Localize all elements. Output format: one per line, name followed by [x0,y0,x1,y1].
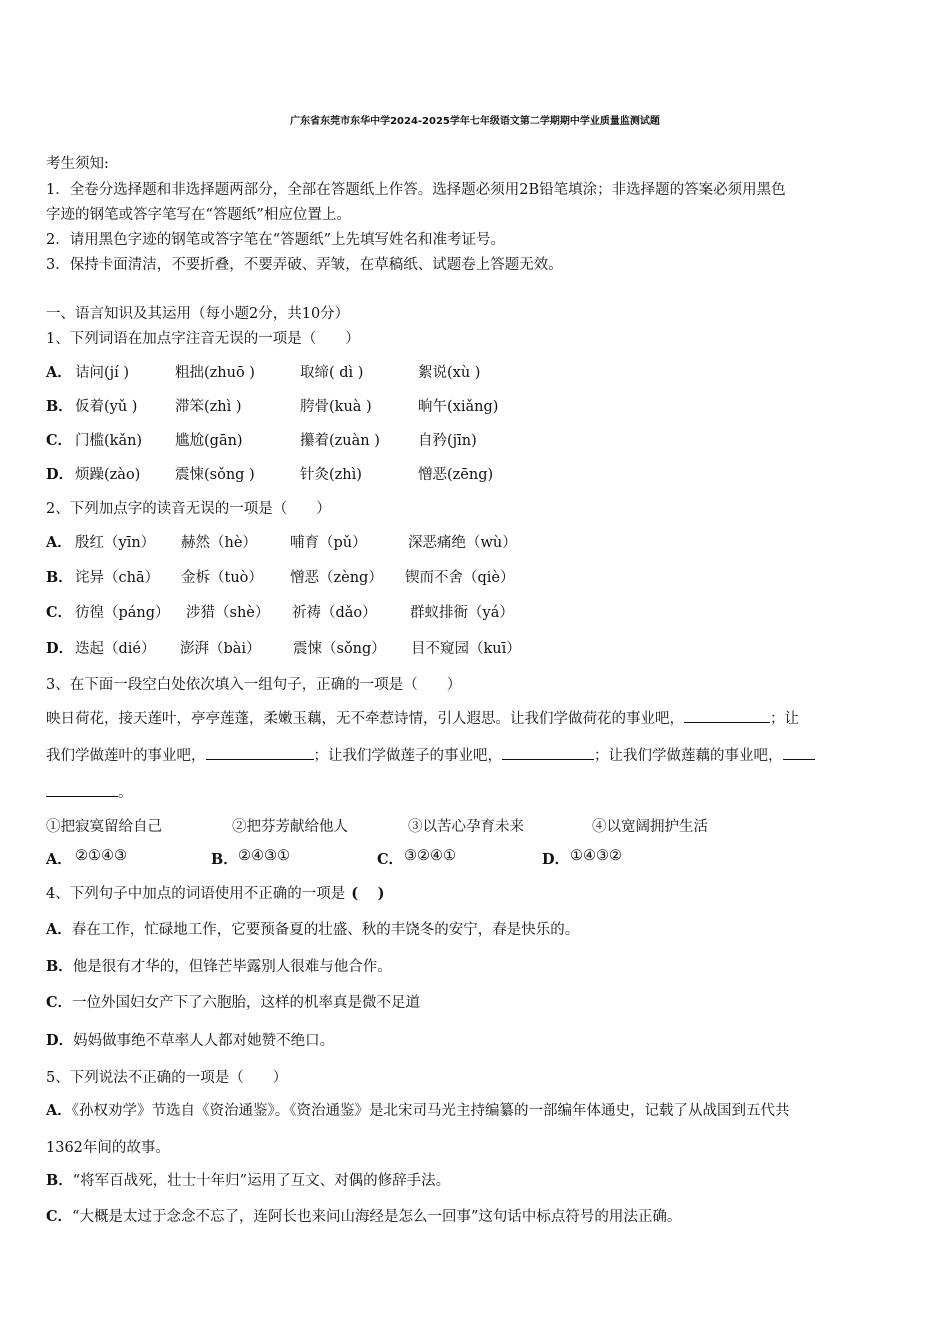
q3-blank-1 [684,708,770,723]
q1-c-item: 门槛(kǎn) [75,433,143,449]
q3-passage-line-3 [46,781,133,802]
q4-stem-line [46,882,385,903]
q1-b-item: 胯骨(kuà ) [300,399,372,415]
q3-option-a-label: A． [46,851,72,868]
q4-stem: 4、下列句子中加点的词语使用不正确的一项是 [46,886,346,902]
q3-passage-text: ；让 [770,711,799,727]
q3-option-b: ②④③① [238,848,290,864]
q2-b-item: 诧异（chā） [75,570,160,586]
q3-option-c: ③②④① [404,848,456,864]
q2-b-item: 锲而不舍（qiè） [405,570,515,586]
q1-a-item: 诘问(jí ) [75,365,130,381]
q1-b-item: 晌午(xiǎng) [418,399,499,415]
q3-passage-text: 我们学做莲叶的事业吧， [46,748,206,764]
q1-b-item: 仮着(yǔ ) [75,399,138,415]
q2-c-item: 群蚁排衙（yá） [410,605,514,621]
q3-passage-text: ；让我们学做莲子的事业吧， [313,748,502,764]
q2-c-item: 涉猎（shè） [186,605,270,621]
q4-option-c-label: C． [46,994,73,1011]
q3-blank-3 [502,745,594,760]
q4-option-d-text: 妈妈做事绝不草率人人都对她赞不绝口。 [73,1033,335,1049]
q1-a-item: 取缔( dì ) [300,365,364,381]
q4-option-b-text: 他是很有才华的，但锋芒毕露别人很难与他合作。 [72,959,392,975]
q5-option-b-label: B． [46,1172,73,1189]
q1-c-item: 攥着(zuàn ) [300,433,380,449]
q1-a-item: 絮说(xù ) [418,365,481,381]
q5-option-c-label: C． [46,1208,73,1225]
q5-option-a-cont: 1362年间的故事。 [46,1140,170,1156]
q1-d-item: 憎恶(zēng) [418,467,494,483]
q3-passage-text: 映日荷花，接天莲叶，亭亭莲蓬，柔嫩玉藕，无不牵惹诗情，引人遐思。让我们学做荷花的事业吧， [46,711,684,727]
q1-d-item: 烦躁(zào) [75,467,141,483]
q5-option-c [46,1205,681,1226]
q3-blank-4-cont [46,782,118,797]
q1-d-item: 震悚(sǒng ) [175,467,255,483]
q5-option-a-label: A． [46,1102,72,1119]
notice-heading: 考生须知: [46,156,109,172]
q1-c-item: 尴尬(gān) [175,433,243,449]
q2-a-item: 赫然（hè） [181,535,257,551]
q4-option-d-label: D． [46,1032,74,1049]
q2-d-item: 澎湃（bài） [180,641,261,657]
q2-c-item: 祈祷（dǎo） [292,605,377,621]
q2-d-item: 迭起（dié） [75,641,156,657]
q3-option-d-label: D． [542,851,570,868]
q2-d-label: D． [46,640,74,657]
q2-d-item: 震悚（sǒng） [293,641,386,657]
q1-c-label: C． [46,432,73,449]
q4-option-d [46,1029,334,1050]
q5-option-b [46,1169,450,1190]
q4-option-a-text: 春在工作，忙碌地工作，它要预备夏的壮盛、秋的丰饶冬的安宁，春是快乐的。 [71,922,580,938]
q3-option-b-label: B． [211,851,238,868]
q4-option-b [46,955,392,976]
q3-passage-text: ；让我们学做莲藕的事业吧， [594,748,783,764]
q3-blank-2 [206,745,314,760]
q2-a-item: 殷红（yīn） [75,535,156,551]
q1-a-item: 粗拙(zhuō ) [175,365,255,381]
q1-a-label: A． [46,364,72,381]
q2-a-item: 哺育（pǔ） [290,535,367,551]
q3-option-d: ①④③② [570,848,622,864]
q3-phrase: ③以苦心孕育未来 [408,819,524,835]
q1-d-item: 针灸(zhì) [300,467,362,483]
q3-blank-4 [783,745,815,760]
q5-option-b-text: “将军百战死，壮士十年归”运用了互文、对偶的修辞手法。 [72,1173,451,1189]
q2-d-item: 目不窥园（kuī） [411,641,521,657]
q3-option-a: ②①④③ [75,848,127,864]
q3-phrase: ④以宽阔拥护生活 [592,819,708,835]
page-title: 广东省东莞市东华中学2024-2025学年七年级语文第二学期期中学业质量监测试题 [290,116,660,127]
q2-stem: 2、下列加点字的读音无误的一项是（ ） [46,501,331,517]
q4-option-a [46,918,579,939]
q2-a-label: A． [46,534,72,551]
q5-option-a [46,1099,790,1120]
q4-option-b-label: B． [46,958,73,975]
q1-b-label: B． [46,398,73,415]
q4-option-c-text: 一位外国妇女产下了六胞胎，这样的机率真是微不足道 [72,995,421,1011]
q2-b-label: B． [46,569,73,586]
q2-c-item: 彷徨（páng） [75,605,170,621]
q3-phrase: ②把芬芳献给他人 [232,819,348,835]
q2-c-label: C． [46,604,73,621]
notice-item-1: 1．全卷分选择题和非选择题两部分，全部在答题纸上作答。选择题必须用2B铅笔填涂；非选择题的答案必须用黑色 [46,182,786,198]
q3-passage-text: 。 [118,785,133,801]
q5-option-a-text: 《孙权劝学》节选自《资治通鉴》。《资治通鉴》是北宋司马光主持编纂的一部编年体通史，记载了从战国到五代共 [71,1103,790,1119]
q4-answer-paren: ( ) [351,885,385,902]
q1-stem: 1、下列词语在加点字注音无误的一项是（ ） [46,331,360,347]
q1-b-item: 滞笨(zhì ) [175,399,242,415]
q3-phrase: ①把寂寞留给自己 [46,819,162,835]
q1-c-item: 自矜(jīn) [418,433,477,449]
q5-option-c-text: “大概是太过于念念不忘了，连阿长也来问山海经是怎么一回事”这句话中标点符号的用法正确。 [72,1209,682,1225]
notice-item-1-cont: 字迹的钢笔或答字笔写在“答题纸”相应位置上。 [46,207,351,223]
q3-passage-line-1 [46,707,799,728]
q4-option-a-label: A． [46,921,72,938]
q4-option-c [46,991,420,1012]
q2-b-item: 金柝（tuò） [181,570,263,586]
q1-d-label: D． [46,466,74,483]
section-heading: 一、语言知识及其运用（每小题2分，共10分） [46,306,350,322]
q5-stem: 5、下列说法不正确的一项是（ ） [46,1070,288,1086]
notice-item-3: 3．保持卡面清洁，不要折叠，不要弄破、弄皱，在草稿纸、试题卷上答题无效。 [46,257,563,273]
q2-a-item: 深恶痛绝（wù） [408,535,517,551]
notice-item-2: 2．请用黑色字迹的钢笔或答字笔在“答题纸”上先填写姓名和准考证号。 [46,232,506,248]
q3-stem: 3、在下面一段空白处依次填入一组句子，正确的一项是（ ） [46,677,462,693]
q2-b-item: 憎恶（zèng） [290,570,383,586]
q3-passage-line-2 [46,744,815,765]
q3-option-c-label: C． [377,851,404,868]
